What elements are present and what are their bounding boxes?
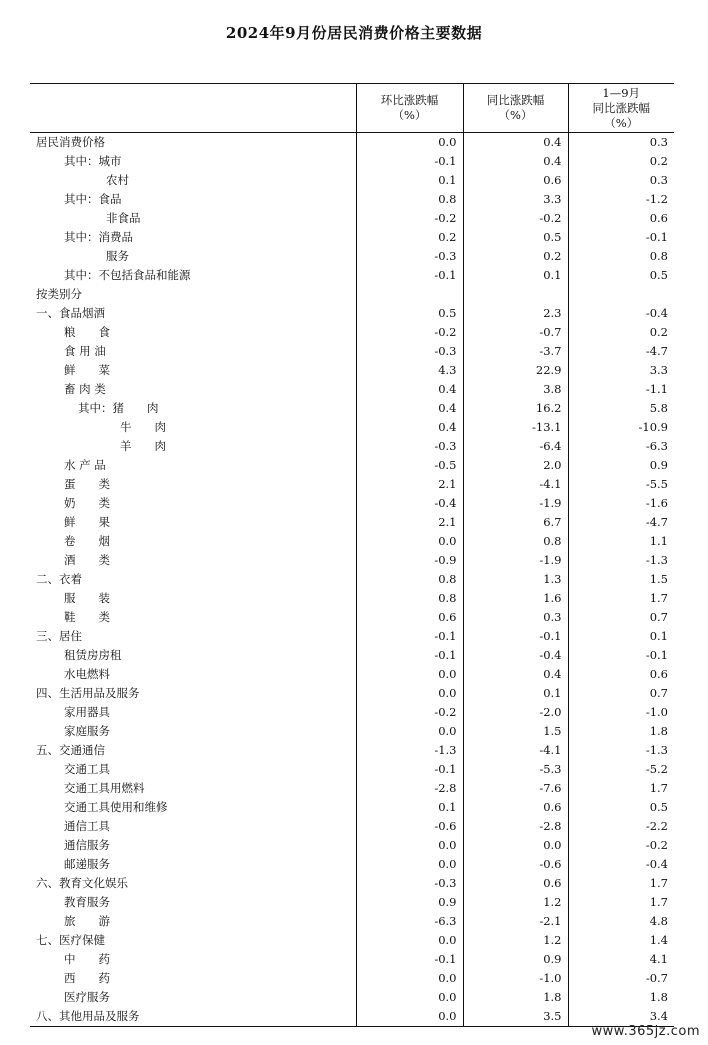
table-row — [30, 152, 674, 171]
cell-yoy-value: 0.2 — [463, 247, 568, 266]
row-label: 七、医疗保健 — [36, 933, 105, 947]
table-row — [30, 741, 674, 760]
table-row — [30, 456, 674, 475]
row-label: 五、交通通信 — [36, 743, 105, 757]
row-label: 一、食品烟酒 — [36, 306, 105, 320]
cell-ytd-value: 1.4 — [568, 931, 674, 950]
table-row — [30, 494, 674, 513]
cell-ytd-value: -4.7 — [568, 513, 674, 532]
row-label-cell — [30, 893, 356, 912]
row-label-cell — [30, 874, 356, 893]
row-label-cell — [30, 1007, 356, 1027]
row-label: 食 用 油 — [64, 344, 106, 358]
cell-ytd-value: 5.8 — [568, 399, 674, 418]
cell-mom-value: 0.0 — [356, 665, 463, 684]
cell-mom-value: 0.6 — [356, 608, 463, 627]
cell-ytd-value: 0.5 — [568, 266, 674, 285]
table-row — [30, 969, 674, 988]
row-label-cell — [30, 361, 356, 380]
cell-yoy-value: 0.4 — [463, 665, 568, 684]
row-label: 家用器具 — [64, 705, 110, 719]
row-label: 教育服务 — [64, 895, 110, 909]
cell-mom-value: -0.6 — [356, 817, 463, 836]
cell-mom-value: 0.4 — [356, 418, 463, 437]
cell-ytd-value: -1.1 — [568, 380, 674, 399]
table-row — [30, 133, 674, 153]
cell-ytd-value: 1.8 — [568, 722, 674, 741]
row-label-cell — [30, 551, 356, 570]
table-row — [30, 912, 674, 931]
cell-ytd-value: 4.8 — [568, 912, 674, 931]
table-row — [30, 988, 674, 1007]
table-row — [30, 665, 674, 684]
cell-yoy-value: 16.2 — [463, 399, 568, 418]
cell-ytd-value: 0.6 — [568, 209, 674, 228]
cell-mom-value: 0.5 — [356, 304, 463, 323]
table-row — [30, 551, 674, 570]
cell-ytd-value: -10.9 — [568, 418, 674, 437]
row-label: 八、其他用品及服务 — [36, 1009, 140, 1023]
row-label: 蛋 类 — [64, 477, 110, 491]
row-label-cell — [30, 836, 356, 855]
row-label: 交通工具使用和维修 — [64, 800, 168, 814]
cell-mom-value: -0.4 — [356, 494, 463, 513]
row-label: 二、衣着 — [36, 572, 82, 586]
cell-yoy-value: 0.3 — [463, 608, 568, 627]
row-label: 牛 肉 — [120, 420, 166, 434]
cell-mom-value: -0.9 — [356, 551, 463, 570]
row-label-cell — [30, 437, 356, 456]
cell-mom-value: 0.0 — [356, 855, 463, 874]
row-label: 按类别分 — [36, 287, 82, 301]
cell-mom-value: 0.9 — [356, 893, 463, 912]
cell-ytd-value: 0.3 — [568, 171, 674, 190]
cell-ytd-value: 1.1 — [568, 532, 674, 551]
cell-yoy-value: -1.9 — [463, 551, 568, 570]
cell-yoy-value: 1.8 — [463, 988, 568, 1007]
cell-yoy-value: 2.3 — [463, 304, 568, 323]
row-label-cell — [30, 665, 356, 684]
cell-mom-value: -0.2 — [356, 703, 463, 722]
table-row — [30, 589, 674, 608]
header-category — [30, 84, 356, 133]
cell-mom-value: -0.1 — [356, 152, 463, 171]
cell-ytd-value: -1.3 — [568, 551, 674, 570]
cell-mom-value: 2.1 — [356, 513, 463, 532]
row-label: 通信工具 — [64, 819, 110, 833]
cell-yoy-value: 0.4 — [463, 133, 568, 153]
row-label: 鞋 类 — [64, 610, 110, 624]
header-mom-change — [356, 84, 463, 133]
cell-mom-value: 0.0 — [356, 1007, 463, 1027]
cell-yoy-value: -0.4 — [463, 646, 568, 665]
row-label: 服 装 — [64, 591, 110, 605]
row-label: 农村 — [106, 173, 129, 187]
cell-mom-value: 0.1 — [356, 798, 463, 817]
row-label-cell — [30, 798, 356, 817]
cell-yoy-value: -13.1 — [463, 418, 568, 437]
cell-yoy-value: 0.4 — [463, 152, 568, 171]
row-label-cell — [30, 817, 356, 836]
row-label-cell — [30, 608, 356, 627]
cell-mom-value: 0.2 — [356, 228, 463, 247]
table-row — [30, 817, 674, 836]
cell-yoy-value: 0.6 — [463, 798, 568, 817]
cell-yoy-value: 22.9 — [463, 361, 568, 380]
header-mom-unit: （%） — [392, 108, 427, 122]
cell-yoy-value: 0.5 — [463, 228, 568, 247]
cell-mom-value: 0.0 — [356, 532, 463, 551]
table-row — [30, 228, 674, 247]
cell-mom-value: -0.1 — [356, 646, 463, 665]
row-label: 交通工具用燃料 — [64, 781, 145, 795]
row-label-cell — [30, 741, 356, 760]
row-label-cell — [30, 380, 356, 399]
cell-ytd-value: 1.7 — [568, 779, 674, 798]
cell-mom-value: 0.0 — [356, 133, 463, 153]
cell-ytd-value: 1.5 — [568, 570, 674, 589]
row-label: 交通工具 — [64, 762, 110, 776]
row-label-cell — [30, 323, 356, 342]
cell-ytd-value: -1.0 — [568, 703, 674, 722]
table-row — [30, 513, 674, 532]
cell-mom-value: -0.3 — [356, 437, 463, 456]
cell-ytd-value: -1.6 — [568, 494, 674, 513]
cell-yoy-value: -1.9 — [463, 494, 568, 513]
cell-ytd-value: 0.1 — [568, 627, 674, 646]
table-row — [30, 209, 674, 228]
row-label-cell — [30, 950, 356, 969]
cell-yoy-value: 0.8 — [463, 532, 568, 551]
cell-yoy-value: -0.6 — [463, 855, 568, 874]
row-label: 四、生活用品及服务 — [36, 686, 140, 700]
cell-mom-value: -2.8 — [356, 779, 463, 798]
cell-yoy-value: -6.4 — [463, 437, 568, 456]
table-row — [30, 874, 674, 893]
row-label-cell — [30, 855, 356, 874]
cell-mom-value: 0.0 — [356, 969, 463, 988]
cell-ytd-value: 3.3 — [568, 361, 674, 380]
cell-yoy-value: 0.1 — [463, 266, 568, 285]
cell-ytd-value: -5.2 — [568, 760, 674, 779]
cell-yoy-value: 1.5 — [463, 722, 568, 741]
row-label: 六、教育文化娱乐 — [36, 876, 128, 890]
row-label: 居民消费价格 — [36, 135, 105, 149]
table-row — [30, 627, 674, 646]
cell-mom-value: -1.3 — [356, 741, 463, 760]
table-body — [30, 133, 674, 1027]
cell-ytd-value: 1.7 — [568, 589, 674, 608]
cell-mom-value: -0.3 — [356, 874, 463, 893]
cell-ytd-value: 0.8 — [568, 247, 674, 266]
cell-ytd-value: 0.3 — [568, 133, 674, 153]
row-label-cell — [30, 285, 356, 304]
cell-ytd-value: 1.7 — [568, 874, 674, 893]
cell-yoy-value: -0.7 — [463, 323, 568, 342]
cell-yoy-value: -4.1 — [463, 475, 568, 494]
table-row — [30, 304, 674, 323]
table-row — [30, 722, 674, 741]
header-yoy-label: 同比涨跌幅 — [486, 93, 545, 107]
row-label: 服务 — [106, 249, 129, 263]
table-row — [30, 532, 674, 551]
table-header-row — [30, 84, 674, 133]
row-label: 邮递服务 — [64, 857, 110, 871]
row-label: 其中：消费品 — [64, 230, 133, 244]
row-label: 租赁房房租 — [64, 648, 122, 662]
cell-ytd-value: -0.1 — [568, 646, 674, 665]
row-label: 畜 肉 类 — [64, 382, 106, 396]
cell-yoy-value: 2.0 — [463, 456, 568, 475]
table-row — [30, 703, 674, 722]
row-label-cell — [30, 304, 356, 323]
table-row — [30, 285, 674, 304]
cell-yoy-value — [463, 285, 568, 304]
table-row — [30, 798, 674, 817]
table-row — [30, 190, 674, 209]
row-label: 其中：不包括食品和能源 — [64, 268, 191, 282]
cell-yoy-value: -0.2 — [463, 209, 568, 228]
table-row — [30, 361, 674, 380]
cell-mom-value: 0.0 — [356, 836, 463, 855]
row-label-cell — [30, 627, 356, 646]
cell-mom-value: 0.1 — [356, 171, 463, 190]
table-row — [30, 1007, 674, 1027]
cell-ytd-value: 0.7 — [568, 684, 674, 703]
cell-mom-value: -0.1 — [356, 760, 463, 779]
table-row — [30, 646, 674, 665]
row-label: 中 药 — [64, 952, 110, 966]
row-label-cell — [30, 779, 356, 798]
row-label-cell — [30, 570, 356, 589]
row-label: 羊 肉 — [120, 439, 166, 453]
row-label-cell — [30, 969, 356, 988]
cell-yoy-value: -2.1 — [463, 912, 568, 931]
row-label: 其中：城市 — [64, 154, 122, 168]
cell-mom-value: 0.0 — [356, 988, 463, 1007]
cell-yoy-value: -7.6 — [463, 779, 568, 798]
cell-ytd-value: -1.3 — [568, 741, 674, 760]
row-label: 奶 类 — [64, 496, 110, 510]
row-label: 西 药 — [64, 971, 110, 985]
cell-mom-value: 0.8 — [356, 589, 463, 608]
table-row — [30, 399, 674, 418]
cell-yoy-value: -0.1 — [463, 627, 568, 646]
row-label-cell — [30, 266, 356, 285]
row-label-cell — [30, 684, 356, 703]
table-row — [30, 836, 674, 855]
row-label-cell — [30, 456, 356, 475]
row-label: 其中：食品 — [64, 192, 122, 206]
cell-yoy-value: -3.7 — [463, 342, 568, 361]
cell-yoy-value: -1.0 — [463, 969, 568, 988]
cell-ytd-value: 4.1 — [568, 950, 674, 969]
row-label-cell — [30, 931, 356, 950]
page-title: 2024年9月份居民消费价格主要数据 — [225, 24, 483, 42]
row-label-cell — [30, 247, 356, 266]
row-label-cell — [30, 513, 356, 532]
table-row — [30, 855, 674, 874]
cell-yoy-value: 3.5 — [463, 1007, 568, 1027]
cell-ytd-value: 0.5 — [568, 798, 674, 817]
cell-ytd-value — [568, 285, 674, 304]
row-label-cell — [30, 988, 356, 1007]
row-label-cell — [30, 190, 356, 209]
cell-yoy-value: 1.2 — [463, 893, 568, 912]
row-label-cell — [30, 475, 356, 494]
cell-mom-value: 2.1 — [356, 475, 463, 494]
cell-ytd-value: -4.7 — [568, 342, 674, 361]
row-label-cell — [30, 418, 356, 437]
row-label-cell — [30, 228, 356, 247]
row-label: 旅 游 — [64, 914, 110, 928]
cell-mom-value: -0.2 — [356, 323, 463, 342]
cell-ytd-value: -0.7 — [568, 969, 674, 988]
cell-mom-value: -0.1 — [356, 627, 463, 646]
cell-mom-value: -6.3 — [356, 912, 463, 931]
cell-yoy-value: 1.3 — [463, 570, 568, 589]
cell-ytd-value: -2.2 — [568, 817, 674, 836]
cell-mom-value: 0.8 — [356, 190, 463, 209]
table-row — [30, 893, 674, 912]
row-label-cell — [30, 760, 356, 779]
cell-mom-value: 0.0 — [356, 722, 463, 741]
row-label: 通信服务 — [64, 838, 110, 852]
cell-mom-value: -0.5 — [356, 456, 463, 475]
row-label-cell — [30, 532, 356, 551]
watermark-text: www.365jz.com — [591, 1024, 700, 1039]
cell-yoy-value: 1.6 — [463, 589, 568, 608]
table-row — [30, 323, 674, 342]
cell-mom-value: -0.3 — [356, 342, 463, 361]
row-label-cell — [30, 589, 356, 608]
row-label-cell — [30, 494, 356, 513]
cell-ytd-value: -0.1 — [568, 228, 674, 247]
cell-yoy-value: -4.1 — [463, 741, 568, 760]
cell-yoy-value: 0.6 — [463, 171, 568, 190]
row-label: 卷 烟 — [64, 534, 110, 548]
table-row — [30, 570, 674, 589]
cell-mom-value: -0.3 — [356, 247, 463, 266]
table-row — [30, 437, 674, 456]
table-row — [30, 950, 674, 969]
table-row — [30, 608, 674, 627]
cell-yoy-value: 0.0 — [463, 836, 568, 855]
row-label-cell — [30, 722, 356, 741]
cell-yoy-value: 0.9 — [463, 950, 568, 969]
cell-ytd-value: -0.4 — [568, 304, 674, 323]
row-label: 水 产 品 — [64, 458, 106, 472]
cell-yoy-value: 1.2 — [463, 931, 568, 950]
table-row — [30, 342, 674, 361]
row-label: 水电燃料 — [64, 667, 110, 681]
cell-ytd-value: 1.8 — [568, 988, 674, 1007]
cell-mom-value: -0.1 — [356, 266, 463, 285]
row-label-cell — [30, 703, 356, 722]
row-label: 医疗服务 — [64, 990, 110, 1004]
cell-yoy-value: -5.3 — [463, 760, 568, 779]
cell-yoy-value: 6.7 — [463, 513, 568, 532]
cell-yoy-value: -2.8 — [463, 817, 568, 836]
table-row — [30, 779, 674, 798]
cell-yoy-value: 0.6 — [463, 874, 568, 893]
cell-yoy-value: 0.1 — [463, 684, 568, 703]
row-label: 粮 食 — [64, 325, 110, 339]
cell-ytd-value: -5.5 — [568, 475, 674, 494]
cell-mom-value: 0.4 — [356, 399, 463, 418]
row-label-cell — [30, 209, 356, 228]
table-row — [30, 171, 674, 190]
cell-mom-value: 4.3 — [356, 361, 463, 380]
cell-yoy-value: 3.3 — [463, 190, 568, 209]
row-label: 酒 类 — [64, 553, 110, 567]
row-label: 家庭服务 — [64, 724, 110, 738]
cell-yoy-value: -2.0 — [463, 703, 568, 722]
header-ytd-unit: （%） — [604, 115, 639, 130]
cell-mom-value: 0.0 — [356, 684, 463, 703]
row-label-cell — [30, 399, 356, 418]
table-row — [30, 684, 674, 703]
cell-ytd-value: 0.2 — [568, 323, 674, 342]
row-label: 鲜 果 — [64, 515, 110, 529]
cell-ytd-value: -0.2 — [568, 836, 674, 855]
row-label: 三、居住 — [36, 629, 82, 643]
row-label-cell — [30, 342, 356, 361]
cell-mom-value: -0.1 — [356, 950, 463, 969]
cell-ytd-value: 0.9 — [568, 456, 674, 475]
row-label: 非食品 — [106, 211, 141, 225]
row-label-cell — [30, 133, 356, 153]
cell-yoy-value: 3.8 — [463, 380, 568, 399]
cell-mom-value: 0.8 — [356, 570, 463, 589]
row-label-cell — [30, 171, 356, 190]
header-yoy-unit: （%） — [498, 108, 533, 122]
table-row — [30, 266, 674, 285]
row-label-cell — [30, 912, 356, 931]
cell-ytd-value: -0.4 — [568, 855, 674, 874]
table-row — [30, 760, 674, 779]
table-row — [30, 475, 674, 494]
cell-mom-value — [356, 285, 463, 304]
header-mom-label: 环比涨跌幅 — [380, 93, 439, 107]
header-ytd-label: 同比涨跌幅 — [592, 100, 650, 115]
table-row — [30, 380, 674, 399]
cell-ytd-value: -1.2 — [568, 190, 674, 209]
table-row — [30, 247, 674, 266]
cell-ytd-value: -6.3 — [568, 437, 674, 456]
cpi-data-table — [30, 83, 674, 1027]
cell-ytd-value: 3.4 — [568, 1007, 674, 1027]
row-label-cell — [30, 646, 356, 665]
cell-mom-value: 0.4 — [356, 380, 463, 399]
row-label: 鲜 菜 — [64, 363, 110, 377]
header-ytd-period: 1—9月 — [602, 85, 641, 100]
cell-mom-value: -0.2 — [356, 209, 463, 228]
header-yoy-change — [463, 84, 568, 133]
table-row — [30, 931, 674, 950]
cell-mom-value: 0.0 — [356, 931, 463, 950]
table-row — [30, 418, 674, 437]
cell-ytd-value: 1.7 — [568, 893, 674, 912]
row-label: 其中：猪 肉 — [78, 401, 159, 415]
header-ytd-yoy-change — [568, 84, 674, 133]
cell-ytd-value: 0.7 — [568, 608, 674, 627]
cell-ytd-value: 0.2 — [568, 152, 674, 171]
cell-ytd-value: 0.6 — [568, 665, 674, 684]
row-label-cell — [30, 152, 356, 171]
